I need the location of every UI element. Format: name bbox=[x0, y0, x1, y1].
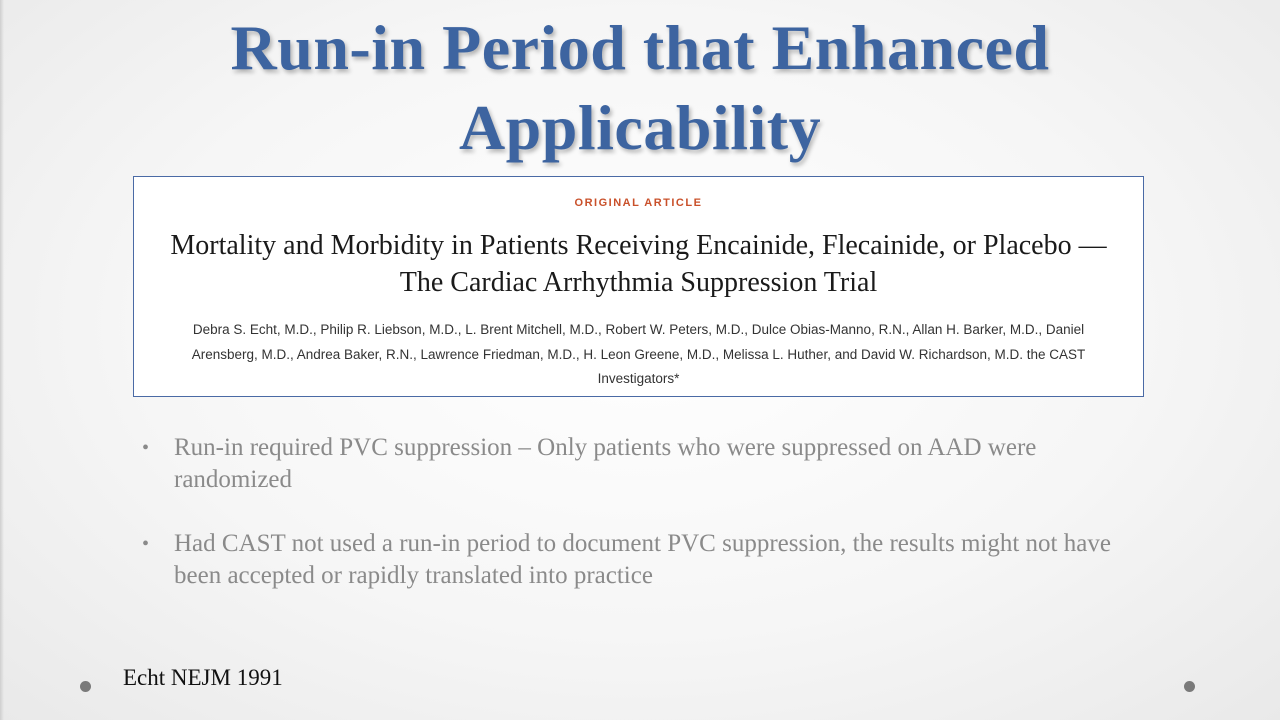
decorative-dot-right bbox=[1184, 681, 1195, 692]
bullet-marker: • bbox=[142, 437, 150, 459]
citation: Echt NEJM 1991 bbox=[123, 665, 283, 690]
article-tag: ORIGINAL ARTICLE bbox=[574, 197, 703, 209]
slide-title-line-1: Run-in Period that Enhanced bbox=[230, 12, 1050, 83]
bullet-text: Run-in required PVC suppression – Only patients who were suppressed on AAD were randomized bbox=[174, 434, 1037, 493]
slide-title-line-2: Applicability bbox=[458, 92, 822, 163]
article-authors: Debra S. Echt, M.D., Philip R. Liebson, M.D., L. Brent Mitchell, M.D., Robert W. Peters, M.D., Dulce Obias-Manno, R.N., Allan H. Barker, M.D., Daniel Arensberg, M.D., Andrea Baker, R.N., Lawrence Friedman, M.D., H. Leon Greene, M.D., Melissa L. Huther, and David W. Richardson, M.D. the CAST Investigators* bbox=[191, 322, 1086, 386]
bullet-item bbox=[142, 528, 1142, 592]
article-title: Mortality and Morbidity in Patients Receiving Encainide, Flecainide, or Placebo — The Cardiac Arrhythmia Suppression Trial bbox=[170, 230, 1107, 298]
decorative-dot-left bbox=[80, 681, 91, 692]
bullet-marker: • bbox=[142, 533, 150, 555]
bullet-text: Had CAST not used a run-in period to document PVC suppression, the results might not have been accepted or rapidly translated into practice bbox=[174, 530, 1111, 589]
bullet-list bbox=[142, 432, 1142, 624]
slide-title bbox=[0, 8, 1280, 168]
bullet-item bbox=[142, 432, 1142, 496]
article-header-image bbox=[133, 176, 1144, 397]
